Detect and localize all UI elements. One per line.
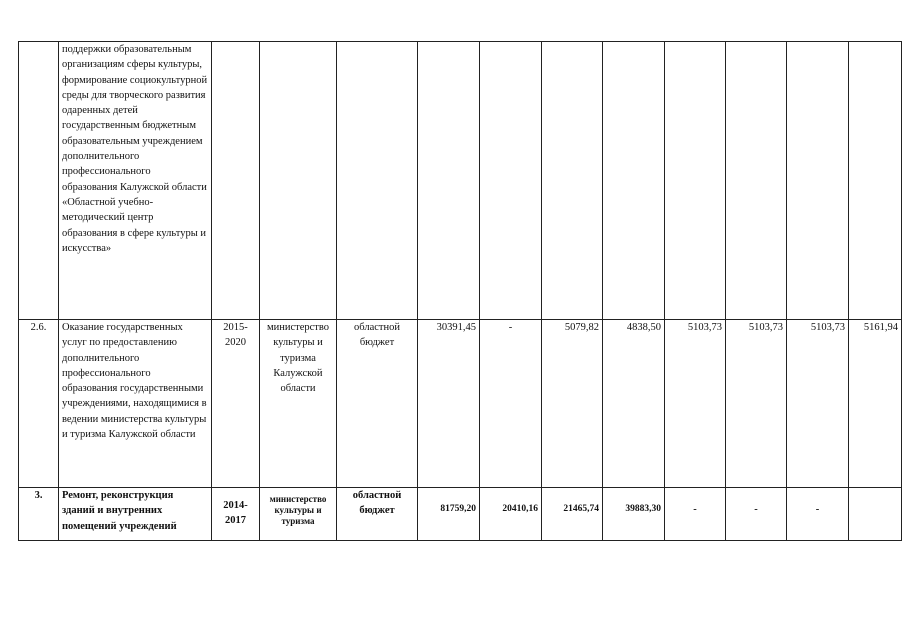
year-2020-cell	[849, 488, 902, 541]
total-cell: 81759,20	[418, 488, 480, 541]
empty-cell	[603, 42, 665, 320]
empty-cell	[337, 42, 418, 320]
year-2018-cell: -	[726, 488, 787, 541]
year-2020-cell: 5161,94	[849, 320, 902, 488]
year-2019-cell: -	[787, 488, 849, 541]
executor-cell: министерство культуры и туризма	[260, 488, 337, 541]
table-row	[19, 320, 902, 488]
executor-cell: министерство культуры и туризма Калужской области	[260, 320, 337, 488]
year-2016-cell: 39883,30	[603, 488, 665, 541]
year-2018-cell: 5103,73	[726, 320, 787, 488]
funding-source-cell: областной бюджет	[337, 320, 418, 488]
period-cell: 2015-2020	[212, 320, 260, 488]
year-2017-cell: 5103,73	[665, 320, 726, 488]
activity-description: Ремонт, реконструкция зданий и внутренних помещений учреждений	[59, 488, 212, 541]
empty-cell	[260, 42, 337, 320]
year-2015-cell: 21465,74	[542, 488, 603, 541]
year-2015-cell: 5079,82	[542, 320, 603, 488]
activity-description: Оказание государственных услуг по предоставлению дополнительного профессионального образования государственными учреждениями, находящимися в ведении министерства культуры и туризма Калужской области	[59, 320, 212, 488]
period-cell: 2014-2017	[212, 488, 260, 541]
activity-description: поддержки образовательным организациям сферы культуры, формирование социокультурной среды для творческого развития одаренных детей государственным бюджетным образовательным учреждением дополнительного профессионального образования Калужской области «Областной учебно-методический центр образования в сфере культуры и искусства»	[59, 42, 212, 320]
total-cell: 30391,45	[418, 320, 480, 488]
table-row	[19, 488, 902, 541]
empty-cell	[418, 42, 480, 320]
year-2014-cell: -	[480, 320, 542, 488]
empty-cell	[849, 42, 902, 320]
row-number: 3.	[19, 488, 59, 541]
empty-cell	[212, 42, 260, 320]
year-2016-cell: 4838,50	[603, 320, 665, 488]
table-row	[19, 42, 902, 320]
year-2019-cell: 5103,73	[787, 320, 849, 488]
year-2017-cell: -	[665, 488, 726, 541]
empty-cell	[480, 42, 542, 320]
empty-cell	[665, 42, 726, 320]
empty-cell	[542, 42, 603, 320]
empty-cell	[726, 42, 787, 320]
program-table	[18, 41, 902, 541]
funding-source-cell: областной бюджет	[337, 488, 418, 541]
row-number	[19, 42, 59, 320]
year-2014-cell: 20410,16	[480, 488, 542, 541]
row-number: 2.6.	[19, 320, 59, 488]
empty-cell	[787, 42, 849, 320]
